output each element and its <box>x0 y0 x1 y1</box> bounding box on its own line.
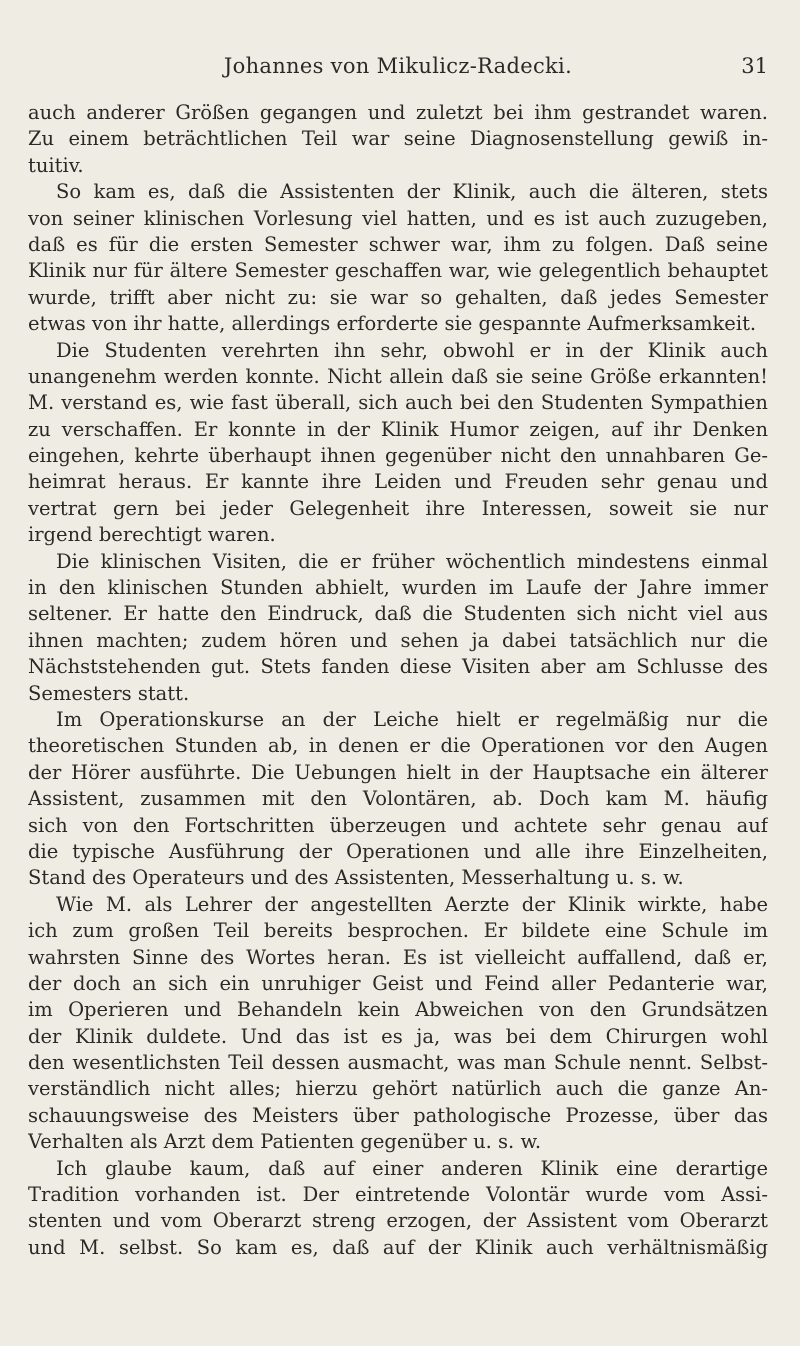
text-line: zu verschaffen. Er konnte in der Klinik Humor zeigen, auf ihr Denken <box>28 417 768 441</box>
text-line: unangenehm werden konnte. Nicht allein daß sie seine Größe erkannten! <box>28 364 768 388</box>
text-line: Die Studenten verehrten ihn sehr, obwohl er in der Klinik auch <box>56 338 768 362</box>
text-line: M. verstand es, wie fast überall, sich auch bei den Studenten Sympathien <box>28 391 768 415</box>
text-line: verständlich nicht alles; hierzu gehört natürlich auch die ganze An- <box>28 1077 768 1101</box>
text-line: den wesentlichsten Teil dessen ausmacht, was man Schule nennt. Selbst- <box>28 1051 768 1075</box>
text-line: wurde, trifft aber nicht zu: sie war so gehalten, daß jedes Semester <box>28 285 768 309</box>
text-line: Ich glaube kaum, daß auf einer anderen Klinik eine derartige <box>56 1156 768 1180</box>
text-line: und M. selbst. So kam es, daß auf der Klinik auch verhältnismäßig <box>28 1235 768 1259</box>
text-line: Klinik nur für ältere Semester geschaffen war, wie gelegentlich behauptet <box>28 259 768 283</box>
text-line: die typische Ausführung der Operationen und alle ihre Einzelheiten, <box>28 839 768 863</box>
page-number: 31 <box>741 54 768 78</box>
running-title: Johannes von Mikulicz-Radecki. <box>223 54 573 78</box>
text-line: Nächststehenden gut. Stets fanden diese Visiten aber am Schlusse des <box>28 655 768 679</box>
text-line: wahrsten Sinne des Wortes heran. Es ist vielleicht auffallend, daß er, <box>28 945 768 969</box>
text-line: irgend berechtigt waren. <box>28 523 276 547</box>
text-line: Wie M. als Lehrer der angestellten Aerzte der Klinik wirkte, habe <box>56 892 768 916</box>
body-text <box>28 100 768 1261</box>
text-line: Verhalten als Arzt dem Patienten gegenüber u. s. w. <box>28 1130 542 1154</box>
text-line: ihnen machten; zudem hören und sehen ja dabei tatsächlich nur die <box>28 628 768 652</box>
text-line: eingehen, kehrte überhaupt ihnen gegenüber nicht den unnahbaren Ge- <box>28 444 768 468</box>
text-line: ich zum großen Teil bereits besprochen. Er bildete eine Schule im <box>28 919 768 943</box>
text-line: der Klinik duldete. Und das ist es ja, was bei dem Chirurgen wohl <box>28 1024 768 1048</box>
text-line: tuitiv. <box>28 153 84 177</box>
text-line: Zu einem beträchtlichen Teil war seine Diagnosenstellung gewiß in- <box>28 127 768 151</box>
text-line: daß es für die ersten Semester schwer war, ihm zu folgen. Daß seine <box>28 232 768 256</box>
text-line: vertrat gern bei jeder Gelegenheit ihre Interessen, soweit sie nur <box>28 496 768 520</box>
text-line: theoretischen Stunden ab, in denen er die Operationen vor den Augen <box>28 734 768 758</box>
text-line: Die klinischen Visiten, die er früher wöchentlich mindestens einmal <box>56 549 768 573</box>
text-line: in den klinischen Stunden abhielt, wurden im Laufe der Jahre immer <box>28 576 768 600</box>
text-line: der Hörer ausführte. Die Uebungen hielt in der Hauptsache ein älterer <box>28 760 768 784</box>
text-line: Im Operationskurse an der Leiche hielt er regelmäßig nur die <box>56 707 768 731</box>
text-line: Tradition vorhanden ist. Der eintretende Volontär wurde vom Assi- <box>28 1183 768 1207</box>
text-line: schauungsweise des Meisters über pathologische Prozesse, über das <box>28 1103 768 1127</box>
text-line: der doch an sich ein unruhiger Geist und Feind aller Pedanterie war, <box>28 971 768 995</box>
text-line: So kam es, daß die Assistenten der Klinik, auch die älteren, stets <box>56 180 768 204</box>
text-line: etwas von ihr hatte, allerdings erforderte sie gespannte Aufmerksamkeit. <box>28 312 757 336</box>
text-line: seltener. Er hatte den Eindruck, daß die Studenten sich nicht viel aus <box>28 602 768 626</box>
text-line: von seiner klinischen Vorlesung viel hatten, und es ist auch zuzugeben, <box>28 206 768 230</box>
text-line: Stand des Operateurs und des Assistenten, Messerhaltung u. s. w. <box>28 866 684 890</box>
text-line: Assistent, zusammen mit den Volontären, ab. Doch kam M. häufig <box>28 787 768 811</box>
text-line: stenten und vom Oberarzt streng erzogen, der Assistent vom Oberarzt <box>28 1209 768 1233</box>
text-line: im Operieren und Behandeln kein Abweichen von den Grundsätzen <box>28 998 768 1022</box>
text-line: auch anderer Größen gegangen und zuletzt bei ihm gestrandet waren. <box>28 101 768 124</box>
text-line: heimrat heraus. Er kannte ihre Leiden und Freuden sehr genau und <box>28 470 768 494</box>
text-line: Semesters statt. <box>28 681 190 705</box>
running-head <box>28 54 768 84</box>
text-line: sich von den Fortschritten überzeugen und achtete sehr genau auf <box>28 813 768 837</box>
